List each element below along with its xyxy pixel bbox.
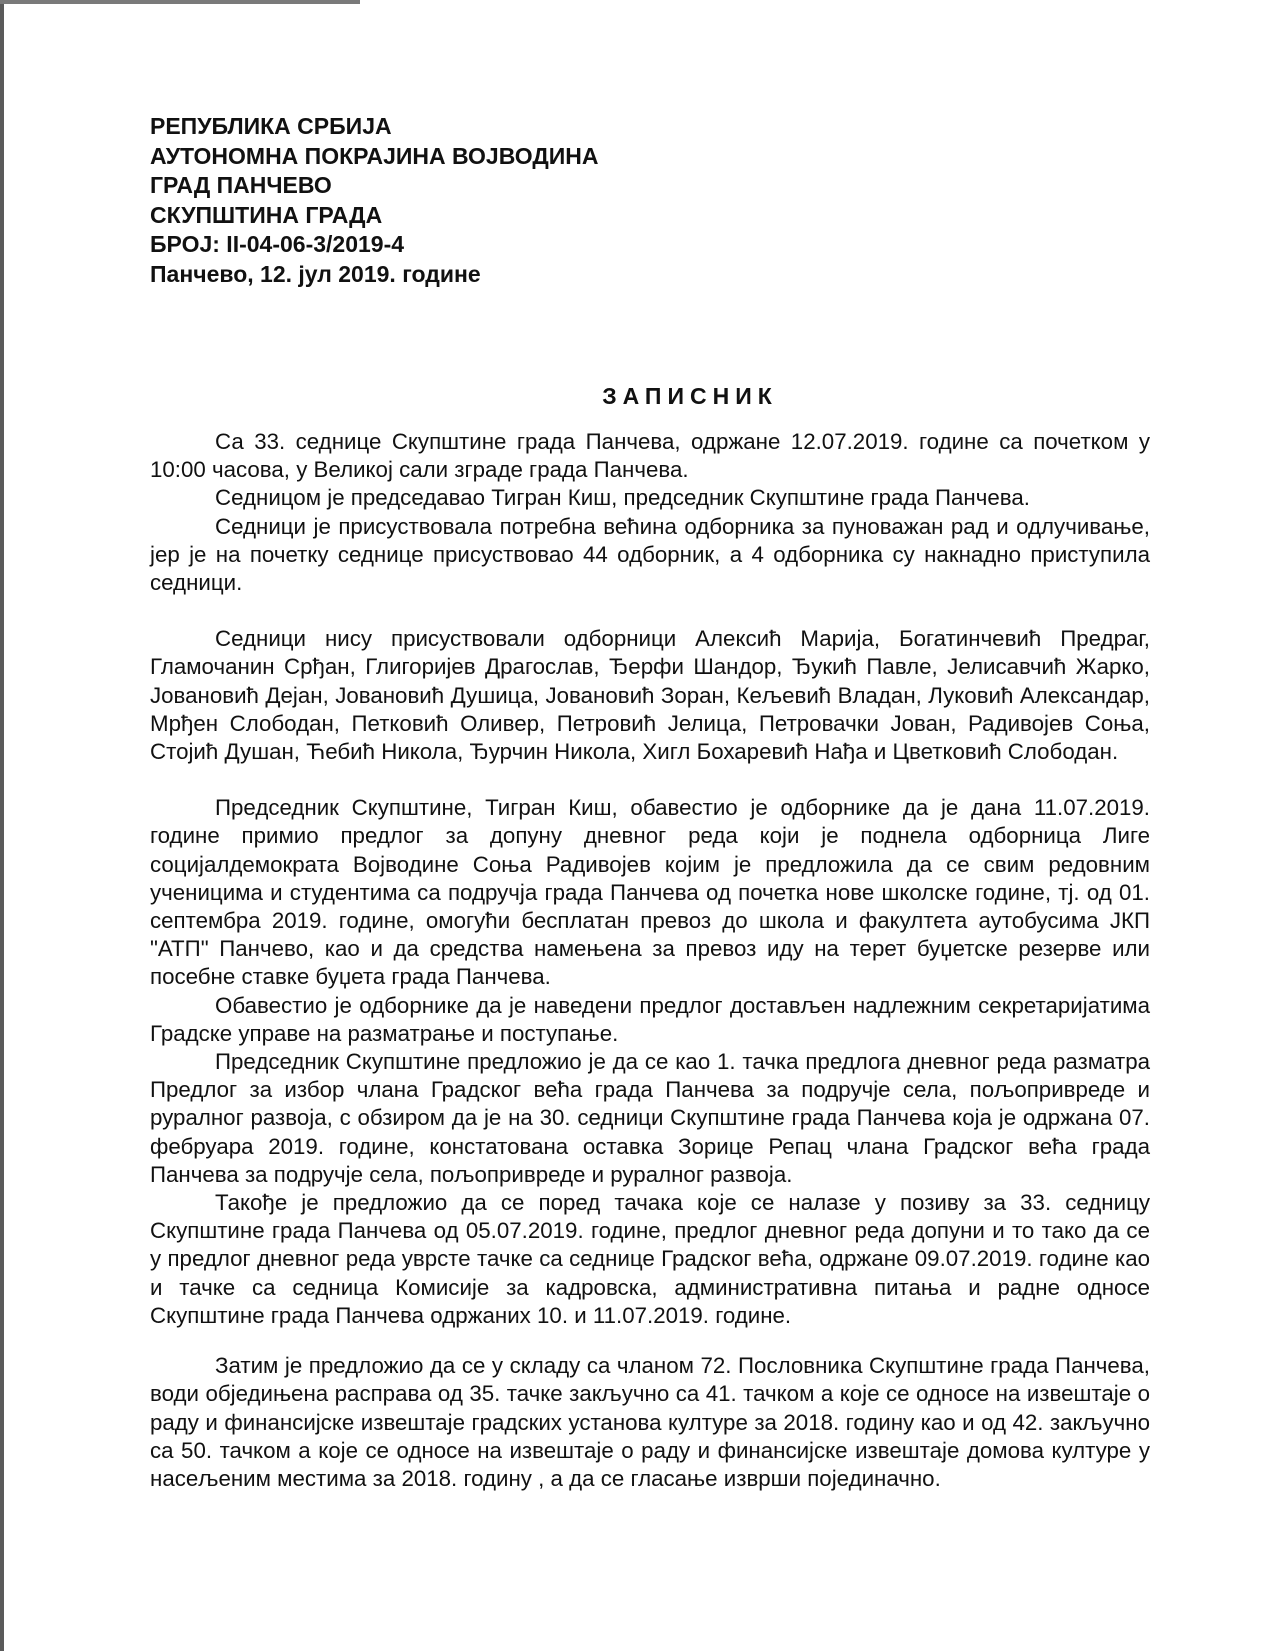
- document-title: ЗАПИСНИК: [602, 383, 778, 409]
- header-number: БРОЈ: II-04-06-3/2019-4: [150, 231, 405, 257]
- paragraph-proposal-forwarded: Обавестио је одборнике да је наведени предлог достављен надлежним секретаријатима Градске управе на разматрање и поступање.: [150, 992, 1150, 1046]
- scan-edge-top: [0, 0, 360, 4]
- header-place-date: Панчево, 12. јул 2019. године: [150, 260, 481, 287]
- paragraph-quorum: Седници је присуствовала потребна већина одборника за пуноважан рад и одлучивање, јер је на почетку седнице присуствовао 44 одборник, а 4 одборника су накнадно приступила седници.: [150, 513, 1150, 596]
- paragraph-agenda-supplement: Такође је предложио да се поред тачака које се налазе у позиву за 33. седницу Скупштине града Панчева од 05.07.2019. године, предлог дневног реда допуни и то тако да се у предлог дневног реда уврсте тачке са седнице Градског већа, одржане 09.07.2019. године као и тачке са седница Комисије за кадровска, административна питања и радне односе Скупштине града Панчева одржаних 10. и 11.07.2019. године.: [150, 1190, 1150, 1328]
- document-header: [150, 112, 1150, 289]
- header-country: РЕПУБЛИКА СРБИЈА: [150, 113, 392, 139]
- paragraph-session-info: Са 33. седнице Скупштине града Панчева, одржане 12.07.2019. године са почетком у 10:00 часова, у Великој сали зграде града Панчева.: [150, 429, 1150, 483]
- document-page: [150, 112, 1150, 1493]
- paragraph-joint-debate: Затим је предложио да се у складу са чланом 72. Пословника Скупштине града Панчева, води обједињена расправа од 35. тачке закључно са 41. тачком а које се односе на извештаје о раду и финансијске извештаје градских установа културе за 2018. годину као и од 42. закључно са 50. тачком а које се односе на извештаје о раду и финансијске извештаје домова културе у насељеним местима за 2018. годину , а да се гласање изврши појединачно.: [150, 1353, 1150, 1491]
- spacer: [150, 1330, 1150, 1352]
- header-assembly: СКУПШТИНА ГРАДА: [150, 201, 383, 228]
- header-city: ГРАД ПАНЧЕВО: [150, 172, 332, 198]
- paragraph-first-item: Председник Скупштине предложио је да се као 1. тачка предлога дневног реда разматра Предлог за избор члана Градског већа града Панчева за подручје села, пољопривреде и руралног развоја, с обзиром да је на 30. седници Скупштине града Панчева која је одржана 07. фебруара 2019. године, констатована оставка Зорице Репац члана Градског већа града Панчева за подручје села, пољопривреде и руралног развоја.: [150, 1049, 1150, 1187]
- spacer: [150, 597, 1150, 625]
- spacer: [150, 766, 1150, 794]
- document-body: [150, 428, 1150, 1493]
- paragraph-chairman: Седницом је председавао Тигран Киш, председник Скупштине града Панчева.: [215, 485, 1030, 511]
- scan-edge-left: [0, 0, 4, 1651]
- header-province: АУТОНОМНА ПОКРАЈИНА ВОЈВОДИНА: [150, 142, 599, 169]
- paragraph-absent-members: Седници нису присуствовали одборници Алексић Марија, Богатинчевић Предраг, Гламочанин Срђан, Глигоријев Драгослав, Ђерфи Шандор, Ђукић Павле, Јелисавчић Жарко, Јовановић Дејан, Јовановић Душица, Јовановић Зоран, Кељевић Владан, Луковић Александар, Мрђен Слободан, Петковић Оливер, Петровић Јелица, Петровачки Јован, Радивојев Соња, Стојић Душан, Ћебић Никола, Ђурчин Никола, Хигл Бохаревић Нађа и Цветковић Слободан.: [150, 626, 1150, 765]
- paragraph-agenda-proposal: Председник Скупштине, Тигран Киш, обавестио је одборнике да је дана 11.07.2019. године примио предлог за допуну дневног реда који је поднела одборница Лиге социјалдемократа Војводине Соња Радивојев којим је предложила да се свим редовним ученицима и студентима са подручја града Панчева од почетка нове школске године, тј. од 01. септембра 2019. године, омогући бесплатан превоз до школа и факултета аутобусима ЈКП "АТП" Панчево, као и да средства намењена за превоз иду на терет буџетске резерве или посебне ставке буџета града Панчева.: [150, 795, 1150, 990]
